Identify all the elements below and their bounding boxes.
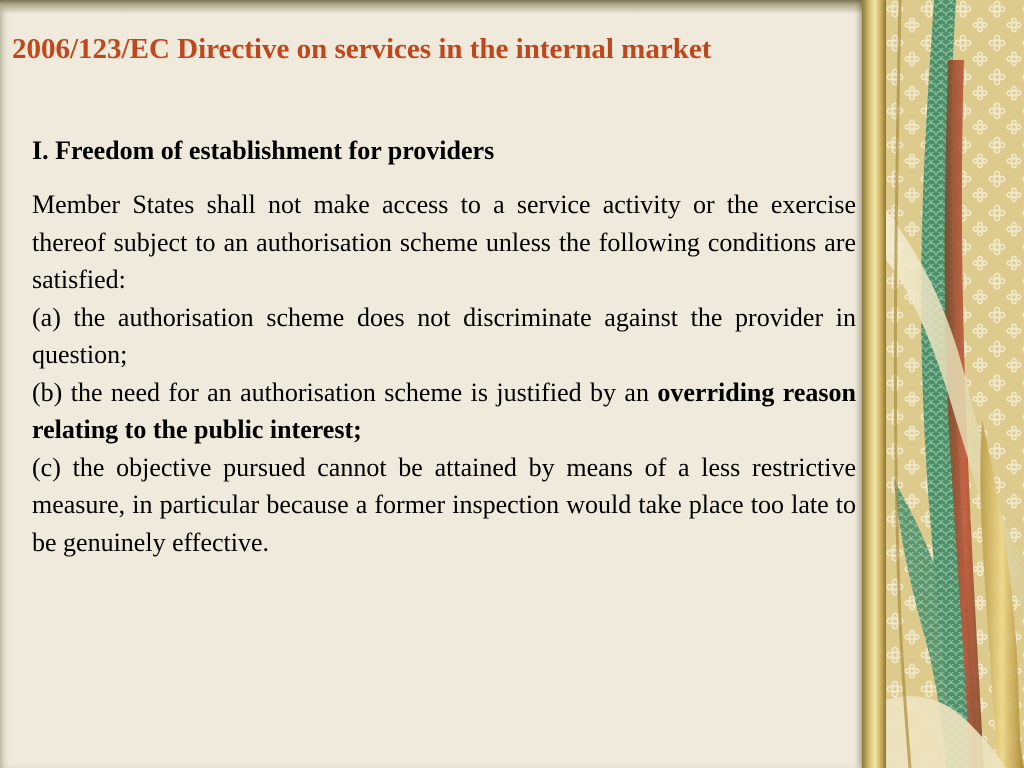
intro-paragraph: Member States shall not make access to a service activity or the exercise thereof subject to an authorisation scheme unless the following conditions are satisfied:: [32, 190, 856, 294]
slide-body: [32, 186, 856, 561]
condition-a: (a) the authorisation scheme does not discriminate against the provider in question;: [32, 302, 856, 369]
condition-b-text: (b) the need for an authorisation scheme is justified by an: [32, 377, 658, 407]
top-shadow: [0, 0, 880, 14]
section-heading: I. Freedom of establishment for providers: [32, 136, 495, 165]
condition-c: (c) the objective pursued cannot be attained by means of a less restrictive measure, in particular because a former inspection would take place too late to be genuinely effective.: [32, 452, 856, 557]
floral-ribbon-decoration: [886, 0, 1024, 768]
condition-b: [32, 374, 856, 449]
floral-ribbon-pattern-icon: [886, 0, 1024, 768]
slide-title: 2006/123/EC Directive on services in the internal market: [12, 33, 712, 65]
condition-b-bold: overriding reason relating to the public interest;: [32, 377, 856, 444]
gold-divider-bar: [862, 0, 888, 768]
